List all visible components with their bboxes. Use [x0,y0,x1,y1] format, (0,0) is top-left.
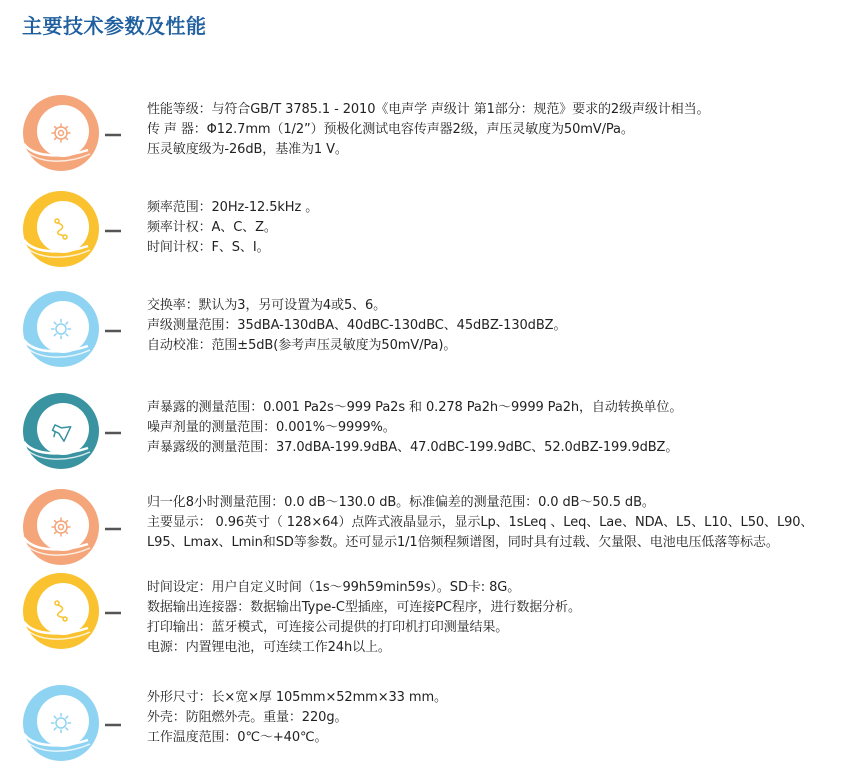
spec-line: 自动校准：范围±5dB(参考声压灵敏度为50mV/Pa)。 [147,338,457,353]
section-badge-7 [16,682,126,762]
spec-line: 时间设定：用户自定义时间（1s～99h59min59s）。SD卡: 8G。 [147,580,521,595]
section-text-2 [147,198,847,258]
section-text-5 [147,493,847,553]
spec-line: 声暴露级的测量范围：37.0dBA-199.9dBA、47.0dBC-199.9dBC、52.0dBZ-199.9dBZ。 [147,440,679,455]
section-text-1 [147,100,847,160]
spec-line: L95、Lmax、Lmin和SD等参数。还可显示1/1倍频程频谱图，同时具有过载、欠量限、电池电压低落等标志。 [147,535,779,550]
spec-line: 归一化8小时测量范围：0.0 dB～130.0 dB。标准偏差的测量范围：0.0 dB～50.5 dB。 [147,495,655,510]
section-text-4 [147,398,847,458]
page-title: 主要技术参数及性能 [22,14,207,38]
badge-center [37,301,89,353]
section-text-6 [147,578,847,658]
spec-line: 数据输出连接器：数据输出Type-C型插座，可连接PC程序，进行数据分析。 [147,600,581,615]
spec-line: 传 声 器：Φ12.7mm（1/2”）预极化测试电容传声器2级，声压灵敏度为50mV/Pa。 [147,122,634,137]
spec-line: 性能等级：与符合GB/T 3785.1 - 2010《电声学 声级计 第1部分：规范》要求的2级声级计相当。 [147,102,710,117]
spec-line: 外壳：防阻燃外壳。重量：220g。 [147,710,348,725]
badge-center [37,695,89,747]
spec-line: 工作温度范围：0℃～+40℃。 [147,730,328,745]
spec-line: 声级测量范围：35dBA-130dBA、40dBC-130dBC、45dBZ-130dBZ。 [147,318,567,333]
section-badge-6 [16,570,126,650]
badge-center [37,403,89,455]
spec-line: 主要显示： 0.96英寸（ 128×64）点阵式液晶显示，显示Lp、1sLeq 、Leq、Lae、NDA、L5、L10、L50、L90、 [147,515,814,530]
spec-line: 电源：内置锂电池，可连续工作24h以上。 [147,640,391,655]
spec-line: 压灵敏度级为-26dB，基准为1 V。 [147,142,348,157]
section-text-7 [147,688,847,748]
section-badge-4 [16,390,126,470]
section-badge-3 [16,288,126,368]
section-badge-2 [16,188,126,268]
section-badge-5 [16,486,126,566]
spec-line: 频率计权：A、C、Z。 [147,220,277,235]
spec-line: 噪声剂量的测量范围：0.001%～9999%。 [147,420,396,435]
spec-line: 外形尺寸：长×宽×厚 105mm×52mm×33 mm。 [147,690,447,705]
spec-line: 打印输出：蓝牙模式，可连接公司提供的打印机打印测量结果。 [147,620,509,635]
spec-line: 频率范围：20Hz-12.5kHz 。 [147,200,319,215]
spec-line: 声暴露的测量范围：0.001 Pa2s～999 Pa2s 和 0.278 Pa2h～9999 Pa2h，自动转换单位。 [147,400,683,415]
section-text-3 [147,296,847,356]
spec-line: 交换率：默认为3，另可设置为4或5、6。 [147,298,387,313]
spec-line: 时间计权：F、S、I。 [147,240,270,255]
section-badge-1 [16,92,126,172]
